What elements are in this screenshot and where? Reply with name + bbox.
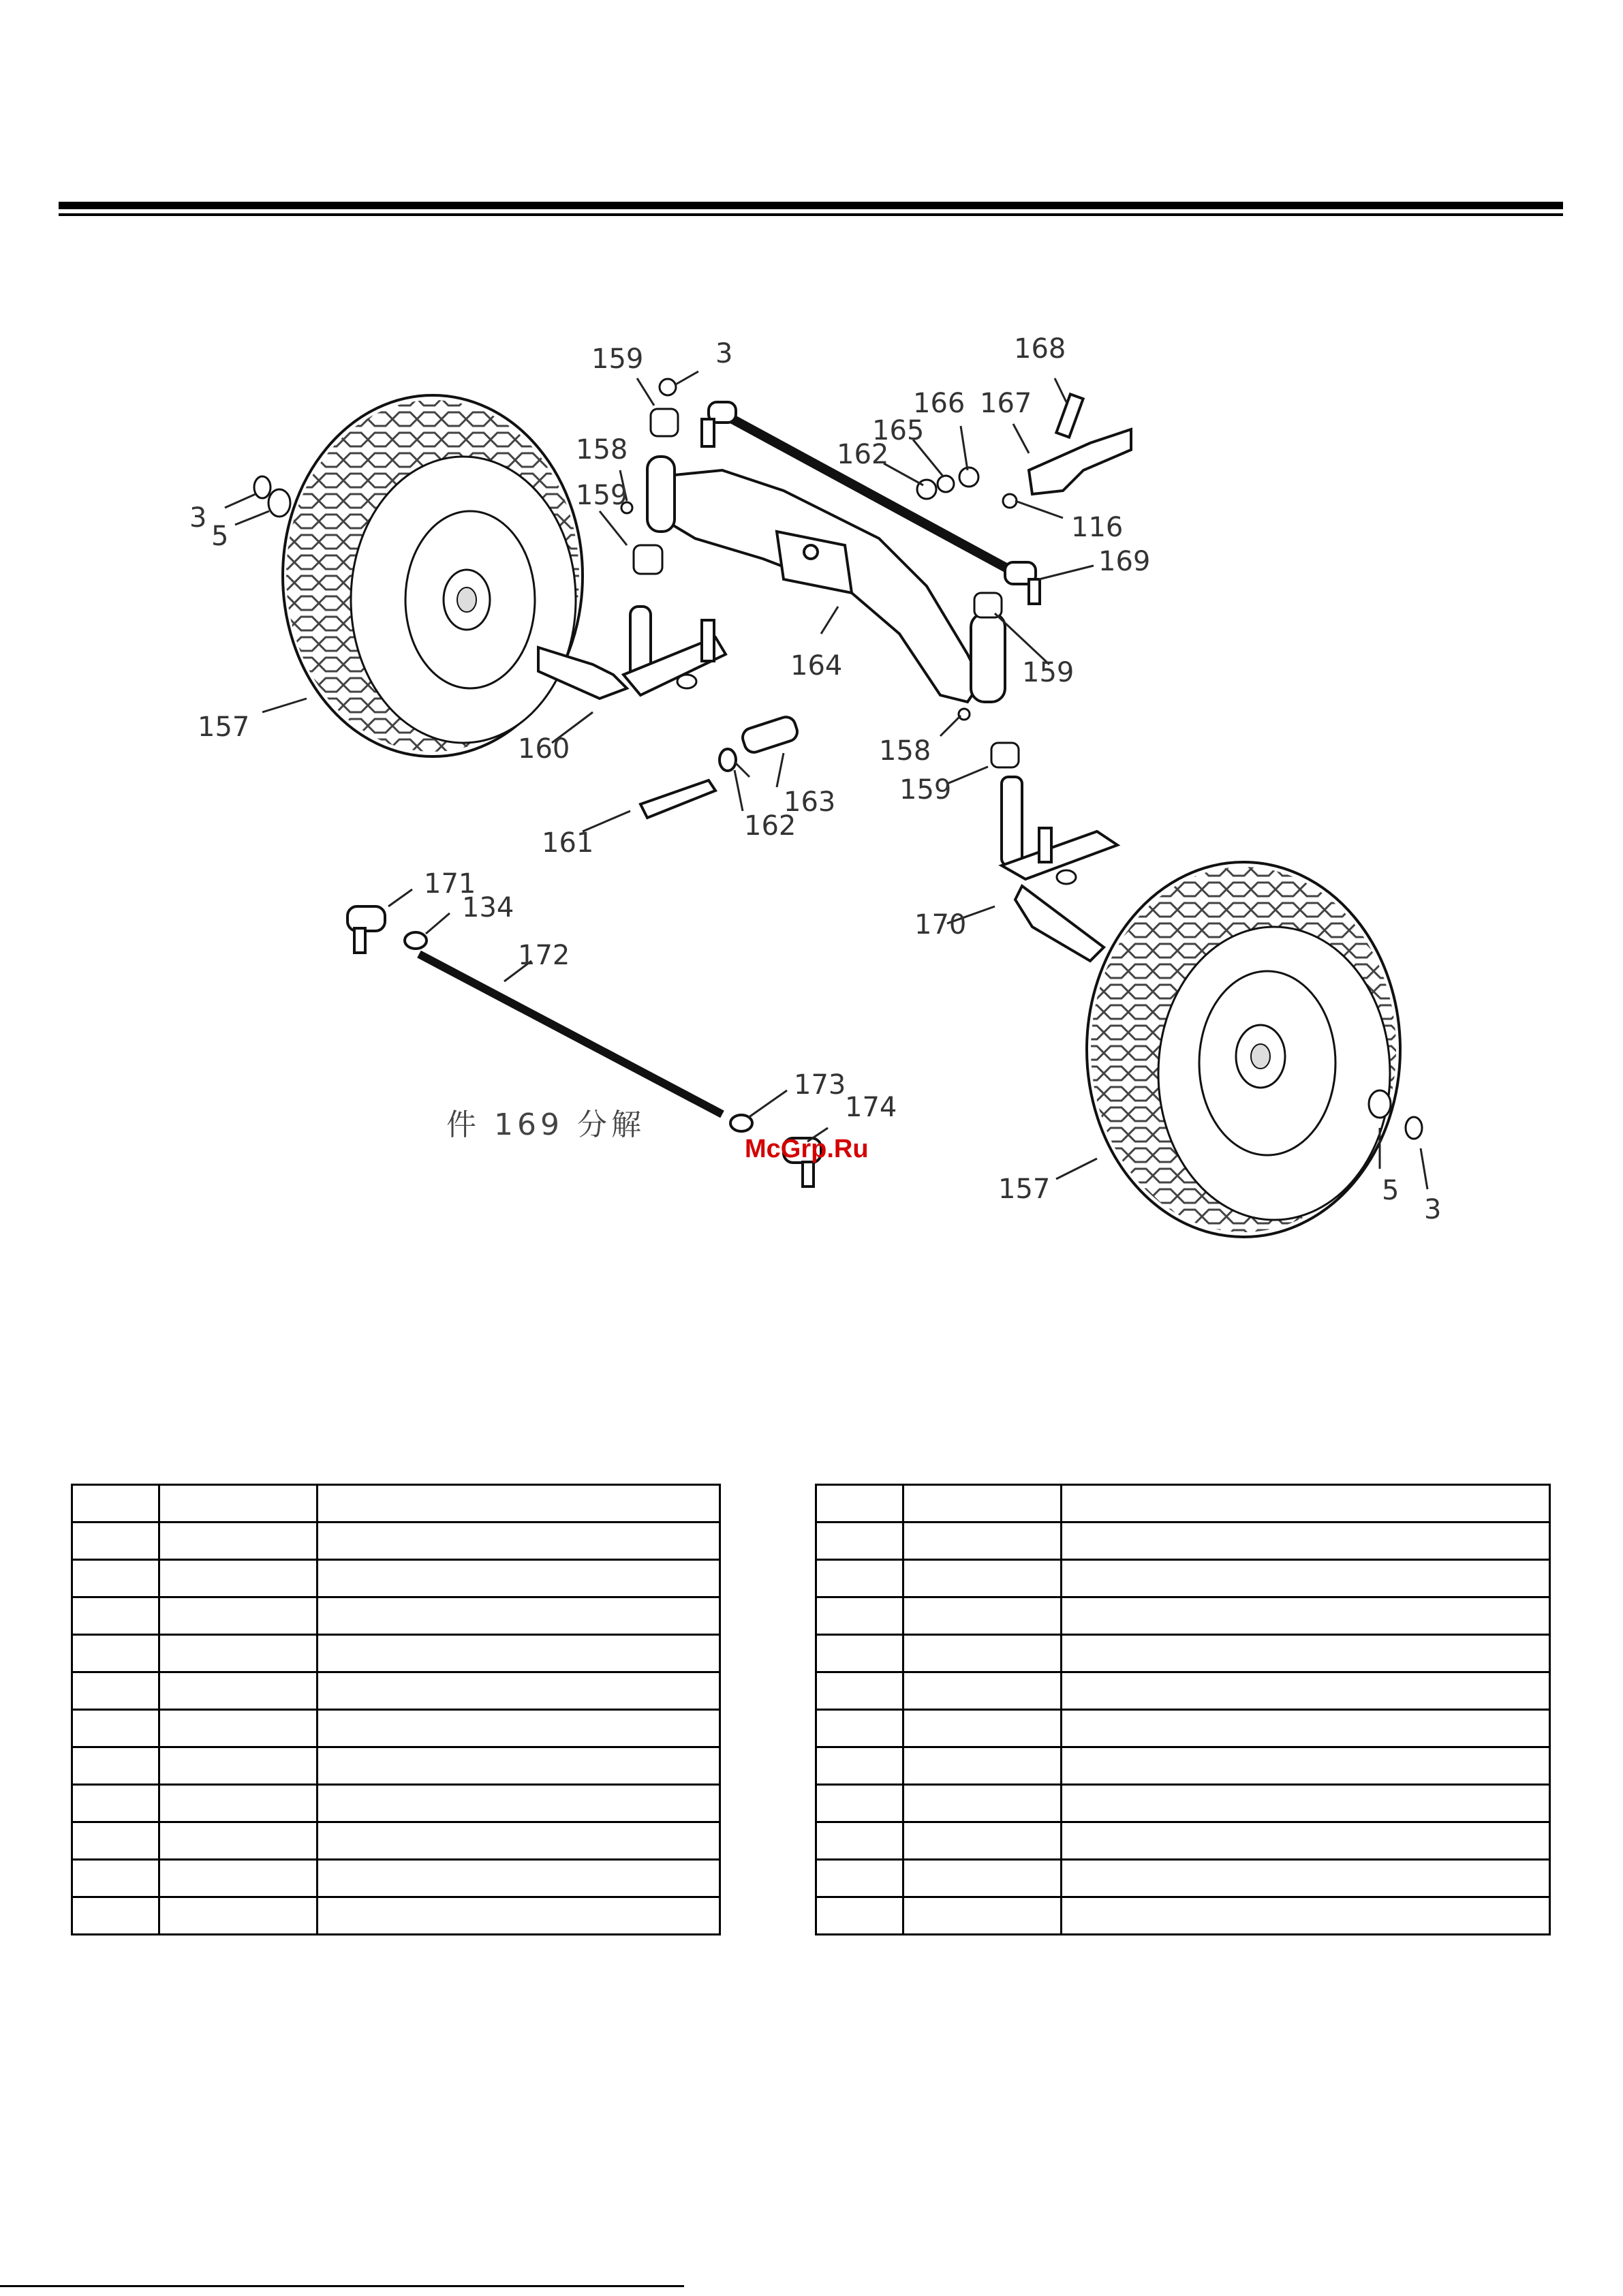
table-cell <box>318 1710 720 1747</box>
callout-3: 3 <box>715 338 733 369</box>
table-row <box>816 1897 1550 1935</box>
table-cell <box>72 1747 159 1785</box>
right-spindle <box>1002 777 1117 961</box>
callout-169: 169 <box>1098 546 1151 577</box>
table-cell <box>318 1860 720 1897</box>
table-cell <box>159 1822 318 1860</box>
table-cell <box>318 1522 720 1560</box>
table-cell <box>903 1897 1062 1935</box>
steering-bracket <box>1029 394 1131 494</box>
callout-163: 163 <box>784 786 836 818</box>
table-cell <box>318 1635 720 1672</box>
table-cell <box>72 1635 159 1672</box>
callout-116: 116 <box>1071 512 1124 543</box>
table-cell <box>159 1635 318 1672</box>
table-row <box>816 1672 1550 1710</box>
table-cell <box>318 1785 720 1822</box>
parts-table-left <box>71 1484 721 1935</box>
table-cell <box>903 1485 1062 1522</box>
table-row <box>816 1560 1550 1597</box>
callout-167: 167 <box>980 388 1032 419</box>
callout-170: 170 <box>914 909 967 940</box>
table-cell <box>72 1785 159 1822</box>
table-cell <box>159 1860 318 1897</box>
callout-168: 168 <box>1014 333 1066 365</box>
table-cell <box>1062 1897 1550 1935</box>
table-cell <box>72 1522 159 1560</box>
table-row <box>72 1672 720 1710</box>
table-row <box>816 1710 1550 1747</box>
table-cell <box>159 1897 318 1935</box>
table-cell <box>72 1897 159 1935</box>
table-cell <box>1062 1485 1550 1522</box>
callout-171: 171 <box>424 868 476 900</box>
table-row <box>816 1747 1550 1785</box>
table-row <box>816 1485 1550 1522</box>
callout-5: 5 <box>211 521 229 552</box>
table-cell <box>72 1560 159 1597</box>
table-cell <box>1062 1860 1550 1897</box>
callout-172: 172 <box>518 940 570 971</box>
table-cell <box>72 1485 159 1522</box>
callout-162: 162 <box>744 810 797 842</box>
table-row <box>816 1522 1550 1560</box>
table-cell <box>318 1485 720 1522</box>
table-cell <box>72 1597 159 1635</box>
table-cell <box>816 1822 903 1860</box>
table-cell <box>1062 1672 1550 1710</box>
table-cell <box>816 1635 903 1672</box>
table-cell <box>159 1747 318 1785</box>
table-cell <box>816 1560 903 1597</box>
callout-161: 161 <box>542 827 594 859</box>
table-row <box>72 1860 720 1897</box>
table-cell <box>816 1785 903 1822</box>
table-cell <box>816 1522 903 1560</box>
table-cell <box>1062 1597 1550 1635</box>
table-row <box>72 1635 720 1672</box>
table-cell <box>903 1860 1062 1897</box>
pivot-bolt-group <box>640 715 800 818</box>
table-cell <box>159 1485 318 1522</box>
table-cell <box>159 1672 318 1710</box>
table-cell <box>159 1785 318 1822</box>
table-cell <box>903 1785 1062 1822</box>
table-row <box>816 1635 1550 1672</box>
table-cell <box>816 1672 903 1710</box>
callout-174: 174 <box>845 1092 897 1123</box>
table-cell <box>1062 1635 1550 1672</box>
callout-160: 160 <box>518 733 570 765</box>
table-cell <box>1062 1522 1550 1560</box>
table-cell <box>1062 1822 1550 1860</box>
callout-3: 3 <box>1424 1194 1442 1225</box>
table-cell <box>816 1597 903 1635</box>
table-cell <box>816 1747 903 1785</box>
table-cell <box>903 1597 1062 1635</box>
exploded-view-note: 件 169 分解 <box>446 1107 645 1142</box>
table-cell <box>159 1710 318 1747</box>
callout-159: 159 <box>576 480 628 511</box>
table-cell <box>816 1897 903 1935</box>
table-cell <box>1062 1560 1550 1597</box>
callout-157: 157 <box>198 711 250 743</box>
table-row <box>816 1860 1550 1897</box>
table-cell <box>903 1560 1062 1597</box>
table-cell <box>1062 1710 1550 1747</box>
table-cell <box>318 1747 720 1785</box>
callout-134: 134 <box>462 892 514 923</box>
table-cell <box>159 1522 318 1560</box>
table-row <box>72 1522 720 1560</box>
callout-158: 158 <box>879 735 931 767</box>
table-cell <box>318 1597 720 1635</box>
table-cell <box>318 1822 720 1860</box>
table-row <box>816 1597 1550 1635</box>
table-cell <box>72 1860 159 1897</box>
table-row <box>72 1560 720 1597</box>
table-cell <box>159 1560 318 1597</box>
right-wheel <box>1087 862 1400 1237</box>
callout-165: 165 <box>872 415 925 446</box>
watermark: McGrp.Ru <box>745 1135 869 1163</box>
table-cell <box>318 1897 720 1935</box>
callout-5: 5 <box>1382 1175 1400 1206</box>
table-cell <box>72 1710 159 1747</box>
table-row <box>72 1710 720 1747</box>
footer-rule <box>0 2285 684 2287</box>
table-cell <box>318 1672 720 1710</box>
callout-159: 159 <box>899 774 952 806</box>
table-cell <box>72 1672 159 1710</box>
callout-159: 159 <box>591 343 644 375</box>
table-cell <box>72 1822 159 1860</box>
callout-173: 173 <box>794 1069 846 1101</box>
table-cell <box>816 1710 903 1747</box>
table-row <box>72 1897 720 1935</box>
callout-3: 3 <box>189 502 207 534</box>
table-cell <box>903 1522 1062 1560</box>
table-cell <box>903 1747 1062 1785</box>
table-row <box>72 1597 720 1635</box>
callout-157: 157 <box>998 1174 1051 1205</box>
table-cell <box>318 1560 720 1597</box>
table-row <box>72 1822 720 1860</box>
table-cell <box>903 1822 1062 1860</box>
callout-159: 159 <box>1022 657 1075 688</box>
table-row <box>72 1485 720 1522</box>
table-row <box>816 1785 1550 1822</box>
parts-table-right <box>815 1484 1551 1935</box>
table-cell <box>1062 1785 1550 1822</box>
table-row <box>816 1822 1550 1860</box>
table-cell <box>159 1597 318 1635</box>
callout-158: 158 <box>576 434 628 465</box>
table-row <box>72 1785 720 1822</box>
table-cell <box>903 1672 1062 1710</box>
callout-162: 162 <box>837 439 889 470</box>
table-cell <box>903 1710 1062 1747</box>
table-cell <box>816 1485 903 1522</box>
callout-164: 164 <box>790 650 843 682</box>
left-wheel <box>283 395 583 756</box>
callout-166: 166 <box>913 388 965 419</box>
table-cell <box>1062 1747 1550 1785</box>
table-cell <box>903 1635 1062 1672</box>
table-row <box>72 1747 720 1785</box>
table-cell <box>816 1860 903 1897</box>
